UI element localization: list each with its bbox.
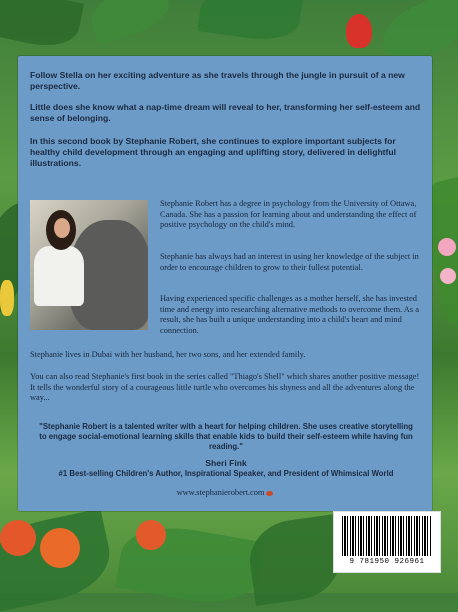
barcode-bars [342, 516, 432, 556]
isbn-barcode [334, 512, 440, 572]
intro-paragraph-1: Follow Stella on her exciting adventure as she travels through the jungle in pursuit of a new perspective. [30, 70, 405, 91]
back-cover-text-panel [18, 56, 432, 511]
family-paragraph: Stephanie lives in Dubai with her husband, her two sons, and her extended family. [30, 350, 306, 359]
endorsement-quote: "Stephanie Robert is a talented writer with a heart for helping children. She uses creative storytelling to engage social-emotional learning skills that enable kids to build their self-esteem while having fun reading." [39, 422, 413, 451]
barcode-number: 9 781950 926961 [349, 558, 425, 566]
intro-paragraph-3: In this second book by Stephanie Robert, she continues to explore important subjects for healthy child development through an engaging and uplifting story, delivered in delightful illustrations. [30, 136, 397, 168]
author-photo [30, 200, 148, 330]
bio-paragraph-1: Stephanie Robert has a degree in psychology from the University of Ottawa, Canada. She has a passion for learning about and understanding the effect of positive psychology on the child's mind. [160, 199, 417, 230]
intro-paragraph-2: Little does she know what a nap-time dream will reveal to her, transforming her self-esteem and sense of belonging. [30, 102, 421, 123]
website-link[interactable] [18, 488, 432, 497]
bio-paragraph-3: Having experienced specific challenges as a mother herself, she has invested time and energy into researching alternative methods to overcome them. As a result, she has built a unique understanding into a child's heart and mind connection. [160, 294, 419, 335]
website-text: www.stephanierobert.com [176, 488, 265, 497]
series-paragraph: You can also read Stephanie's first book in the series called "Thiago's Shell" which shares another positive message! It tells the wonderful story of a courageous little turtle who overcomes his shyness and all the adventures along the way... [30, 372, 420, 403]
bio-paragraph-2: Stephanie has always had an interest in using her knowledge of the subject in order to encourage children to grow to their fullest potential. [160, 252, 419, 272]
endorser-name: Sheri Fink [205, 458, 247, 468]
parrot-illustration [346, 14, 372, 48]
endorser-title: #1 Best-selling Children's Author, Inspirational Speaker, and President of Whimsical World [58, 469, 394, 478]
paw-icon [266, 491, 273, 496]
